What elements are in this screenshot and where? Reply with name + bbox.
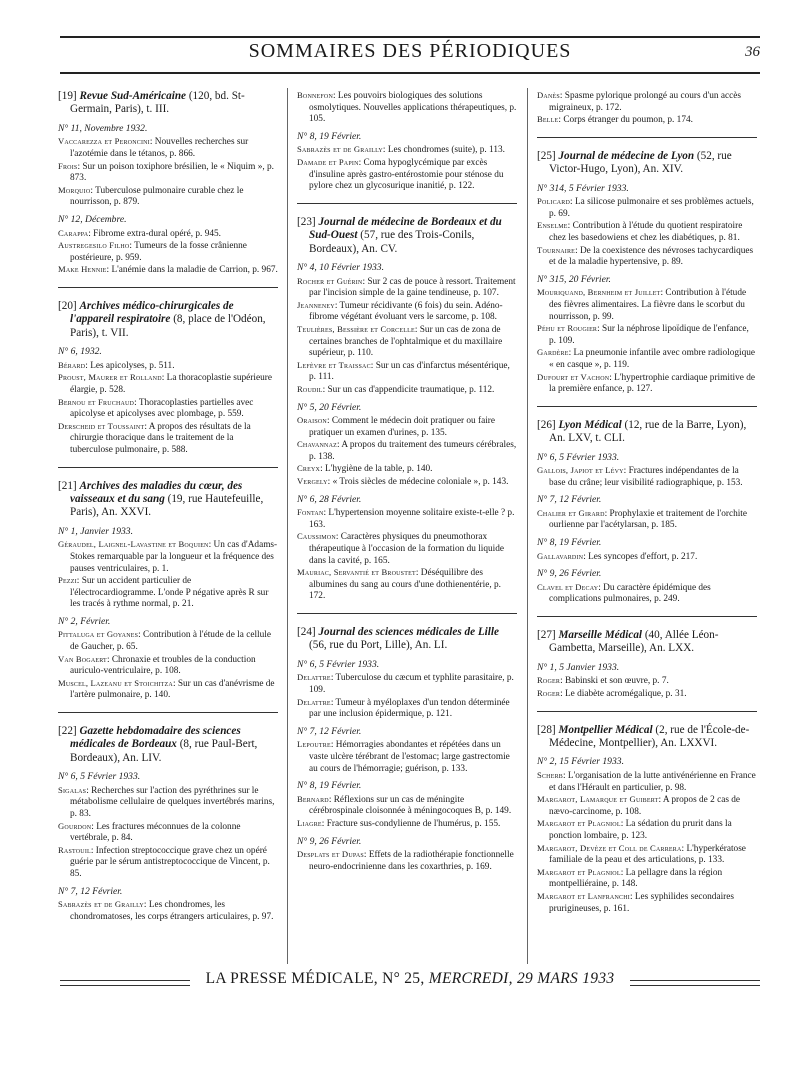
article-entry xyxy=(537,347,757,371)
article-entry xyxy=(537,245,757,269)
article-author: Danès xyxy=(537,90,560,100)
article-author: Frois xyxy=(58,160,78,171)
journal-section xyxy=(58,480,278,703)
article-title: : Sur un cas d'anévrisme de l'artère pulmonaire, p. 140. xyxy=(70,678,275,701)
journal-number: [27] xyxy=(537,629,556,642)
article-title: : Babinski et son œuvre, p. 7. xyxy=(560,676,669,687)
article-entry xyxy=(297,849,517,873)
issue-label: N° 7, 12 Février. xyxy=(297,725,362,737)
article-title: : La silicose pulmonaire et ses problèmes actuels, p. 69. xyxy=(549,197,754,219)
issue-label: N° 8, 19 Février. xyxy=(297,780,362,792)
article-entry xyxy=(58,421,278,457)
article-entry xyxy=(537,867,757,891)
footer-rule xyxy=(60,980,190,986)
article-author: Bérard xyxy=(58,359,86,370)
article-entry xyxy=(297,463,517,476)
article-author: Gallavardin xyxy=(537,550,584,561)
journal-publisher: (120, bd. St-Germain, Paris), t. III. xyxy=(70,90,245,116)
footer-weekday: MERCREDI, xyxy=(428,970,513,987)
journal-section xyxy=(58,300,278,457)
article-entry xyxy=(537,220,757,244)
article-title: : Sur la néphrose lipoïdique de l'enfance, p. 109. xyxy=(549,324,749,346)
issue-label: N° 6, 28 Février. xyxy=(297,493,362,505)
footer-text xyxy=(200,970,621,988)
article-author: Enselme xyxy=(537,220,568,231)
article-entry xyxy=(297,531,517,567)
article-entry xyxy=(537,794,757,818)
article-entry xyxy=(58,228,278,241)
issue-label: N° 7, 12 Février. xyxy=(537,494,602,506)
issue-label: N° 12, Décembre. xyxy=(58,213,127,225)
issue-label: N° 4, 10 Février 1933. xyxy=(297,261,384,273)
journal-number: [28] xyxy=(537,723,556,736)
article-author: Sabrazès et de Grailly xyxy=(297,144,383,155)
page-title: SOMMAIRES DES PÉRIODIQUES xyxy=(248,40,572,62)
journal-title: Revue Sud-Américaine xyxy=(79,90,187,102)
article-title: : Spasme pylorique prolongé au cours d'un accès migraineux, p. 172. xyxy=(549,91,741,113)
page-footer xyxy=(60,968,760,994)
article-author: Lefèvre et Traissac xyxy=(297,359,371,370)
journal-section xyxy=(537,419,757,606)
journal-number: [22] xyxy=(58,725,77,738)
article-title: : Tuberculose du cæcum et typhlite parasitaire, p. 109. xyxy=(309,673,514,695)
issue-label: N° 2, Février. xyxy=(58,615,111,627)
journal-heading xyxy=(58,725,278,765)
article-title: : Les fractures méconnues de la colonne vertébrale, p. 84. xyxy=(70,821,241,844)
article-author: Oraison xyxy=(297,415,327,426)
article-title: : Sur un poison toxiphore brésilien, le « Niquim », p. 873. xyxy=(70,161,274,184)
article-entry xyxy=(58,136,278,160)
article-entry xyxy=(297,360,517,384)
article-entry xyxy=(58,240,278,264)
section-divider xyxy=(537,711,757,712)
journal-publisher: (12, rue de la Barre, Lyon), An. LXV, t. CLI. xyxy=(549,418,747,445)
article-entry xyxy=(58,397,278,421)
article-entry xyxy=(58,678,278,702)
section-divider xyxy=(58,712,278,713)
article-author: Austregesilo Filho xyxy=(58,240,130,251)
article-author: Margarot, Devèze et Coll de Carrera xyxy=(537,842,682,853)
article-author: Morquio xyxy=(58,184,91,195)
article-title: : Sur un cas d'appendicite traumatique, p. 112. xyxy=(322,384,495,395)
issue-label: N° 8, 19 Février. xyxy=(537,537,602,549)
article-title: : Chronaxie et troubles de la conduction auriculo-ventriculaire, p. 108. xyxy=(70,654,256,677)
article-author: Bernard xyxy=(297,793,329,804)
journal-publisher: (40, Allée Léon-Gambetta, Marseille), An. LXX. xyxy=(549,629,719,655)
journal-title: Archives médico-chirurgicales de l'appareil respiratoire xyxy=(70,299,234,326)
article-author: Gardère xyxy=(537,347,569,358)
article-title: : Un cas d'Adams-Stokes remarquable par la longueur et la fréquence des pauses ventriculaires, p. 1. xyxy=(70,540,278,574)
article-title: : Caractères physiques du pneumothorax thérapeutique à l'occasion de la formation du liquide dans la cavité, p. 165. xyxy=(309,532,505,566)
article-author: Policard xyxy=(537,196,571,207)
article-entry xyxy=(537,818,757,842)
issue-label: N° 6, 5 Février 1933. xyxy=(58,771,141,783)
article-title: : La thoracoplastie supérieure élargie, p. 528. xyxy=(70,373,272,395)
article-title: : Fracture sus-condylienne de l'humérus, p. 155. xyxy=(321,818,501,829)
article-entry xyxy=(537,114,757,127)
article-author: Creyx xyxy=(297,463,321,474)
article-title: : Sur un cas de zona de certaines branches de l'ophtalmique et du maxillaire supérieur, p. 110. xyxy=(309,324,503,359)
journal-heading xyxy=(58,300,278,340)
article-entry xyxy=(537,688,757,701)
article-title: : Déséquilibre des albumines du sang au cours d'une dothienentérie, p. 172. xyxy=(309,568,501,602)
journal-title: Lyon Médical xyxy=(558,418,622,431)
journal-title: Montpellier Médical xyxy=(558,723,653,736)
article-title: : A propos du traitement des tumeurs cérébrales, p. 138. xyxy=(309,440,517,462)
journal-section xyxy=(537,724,757,916)
article-entry xyxy=(58,654,278,678)
article-title: : Les chondromes, les chondromatoses, les corps étrangers articulaires, p. 97. xyxy=(70,900,274,922)
article-entry xyxy=(297,90,517,126)
journal-publisher: (56, rue du Port, Lille), An. LI. xyxy=(309,639,448,652)
journal-title: Archives des maladies du cœur, des vaisseaux et du sang xyxy=(70,479,243,505)
article-author: Belle xyxy=(537,114,559,125)
article-title: : Contribution à l'étude des fièvres alimentaires. La fièvre dans le scorbut du nourrisson, p. 99. xyxy=(549,288,747,322)
article-entry xyxy=(537,551,757,564)
journal-number: [23] xyxy=(297,215,316,228)
article-title: : Comment le médecin doit pratiquer ou faire pratiquer un examen d'urines, p. 135. xyxy=(309,416,496,438)
article-entry xyxy=(537,323,757,347)
article-author: Gourdon xyxy=(58,820,92,831)
article-entry xyxy=(297,567,517,603)
article-author: Roger xyxy=(537,688,561,699)
article-entry xyxy=(58,185,278,209)
column-1 xyxy=(58,90,278,923)
article-title: : Corps étranger du poumon, p. 174. xyxy=(558,115,693,126)
journal-heading xyxy=(58,480,278,520)
article-entry xyxy=(58,785,278,821)
section-divider xyxy=(297,203,517,204)
journal-heading xyxy=(537,724,757,751)
article-author: Chalier et Girard xyxy=(537,507,605,518)
article-entry xyxy=(537,508,757,532)
article-author: Gallois, Japiot et Lévy xyxy=(537,465,624,476)
article-title: : Tuberculose pulmonaire curable chez le nourrisson, p. 879. xyxy=(70,185,244,208)
issue-label: N° 1, 5 Janvier 1933. xyxy=(537,661,620,673)
issue-label: N° 6, 1932. xyxy=(58,346,102,358)
journal-section xyxy=(297,90,517,193)
article-title: : Les syncopes d'effort, p. 217. xyxy=(583,551,698,562)
column-3 xyxy=(537,90,757,915)
article-entry xyxy=(537,675,757,688)
article-title: : Hémorragies abondantes et répétées dans un vaste ulcère térébrant de l'estomac; large gastrectomie au cours de l'hémorragie; guérison, p. 133. xyxy=(309,740,510,774)
section-divider xyxy=(58,467,278,468)
article-author: Tournaire xyxy=(537,244,576,255)
article-entry xyxy=(297,794,517,818)
journal-heading xyxy=(537,419,757,446)
article-title: : La pneumonie infantile avec ombre radiologique « en casque », p. 119. xyxy=(549,348,755,370)
article-title: : Réflexions sur un cas de méningite cérébrospinale cloisonnée à méningocoques B, p. 149. xyxy=(309,794,512,817)
journal-heading xyxy=(537,150,757,177)
issue-label: N° 315, 20 Février. xyxy=(537,273,611,285)
article-author: Margarot et Plagniol xyxy=(537,818,621,829)
article-title: : Sur un cas d'infarctus mésentérique, p. 111. xyxy=(309,360,510,383)
section-divider xyxy=(537,137,757,138)
article-title: : L'organisation de la lutte antivénérienne en France et dans l'Hérault en particulier, p. 98. xyxy=(549,771,756,793)
journal-publisher: (8, place de l'Odéon, Paris), t. VII. xyxy=(70,313,266,339)
journal-section xyxy=(58,725,278,923)
article-entry xyxy=(537,372,757,396)
article-title: : L'anémie dans la maladie de Carrion, p. 967. xyxy=(106,265,278,276)
article-author: Mauriac, Servantié et Broustet xyxy=(297,567,416,578)
article-entry xyxy=(537,196,757,220)
article-author: Derscheid et Toussaint xyxy=(58,420,145,431)
article-title: : Les chondromes (suite), p. 113. xyxy=(382,145,505,156)
article-author: Clavel et Decay xyxy=(537,581,599,592)
article-entry xyxy=(58,360,278,373)
article-author: Rastouil xyxy=(58,844,91,855)
journal-section xyxy=(537,629,757,701)
issue-label: N° 5, 20 Février. xyxy=(297,401,362,413)
article-author: Vaccarezza et Peroncini xyxy=(58,136,150,147)
journal-publisher: (2, rue de l'École-de-Médecine, Montpellier), An. LXXVI. xyxy=(549,723,750,750)
article-title: : A propos des résultats de la chirurgie thoracique dans le traitement de la tuberculose pulmonaire, p. 588. xyxy=(70,421,251,455)
journal-section xyxy=(58,90,278,277)
journal-section xyxy=(537,90,757,127)
article-title: : « Trois siècles de médecine coloniale », p. 143. xyxy=(327,477,509,488)
article-title: : Contribution à l'étude de la cellule de Gaucher, p. 65. xyxy=(70,630,271,653)
journal-number: [24] xyxy=(297,626,316,638)
journal-section xyxy=(537,150,757,396)
article-author: Margarot, Lamarque et Guibert xyxy=(537,794,659,805)
journal-heading xyxy=(58,90,278,117)
journal-section xyxy=(297,216,517,603)
article-entry xyxy=(58,845,278,881)
journal-number: [26] xyxy=(537,418,556,431)
article-author: Roudil xyxy=(297,383,323,394)
article-title: : Nouvelles recherches sur l'azotémie dans le tétanos, p. 866. xyxy=(70,137,249,159)
footer-date: 29 MARS 1933 xyxy=(516,970,615,987)
journal-heading xyxy=(297,626,517,653)
article-title: : Les apicolyses, p. 511. xyxy=(85,360,175,371)
article-author: Mouriquand, Bernheim et Juillet xyxy=(537,287,661,298)
article-entry xyxy=(537,90,757,114)
article-entry xyxy=(297,739,517,775)
article-author: Carappa xyxy=(58,227,89,238)
article-entry xyxy=(297,439,517,463)
journal-number: [21] xyxy=(58,479,77,492)
issue-label: N° 9, 26 Février. xyxy=(297,835,362,847)
page-header xyxy=(60,36,760,74)
article-entry xyxy=(58,821,278,845)
article-author: Teulières, Bessière et Corcelle xyxy=(297,323,415,334)
article-title: : Le diabète acromégalique, p. 31. xyxy=(560,689,687,700)
issue-label: N° 11, Novembre 1932. xyxy=(58,122,148,134)
article-title: : Fibrome extra-dural opéré, p. 945. xyxy=(88,228,221,239)
issue-label: N° 8, 19 Février. xyxy=(297,130,362,142)
article-title: : De la coexistence des névroses tachycardiques et de la maladie hypertensive, p. 89. xyxy=(549,245,754,268)
article-entry xyxy=(297,476,517,489)
journal-heading xyxy=(297,216,517,256)
article-entry xyxy=(58,575,278,611)
article-author: Margarot et Plagniol xyxy=(537,866,621,877)
article-entry xyxy=(58,372,278,396)
journal-section xyxy=(297,626,517,873)
article-title: : Thoracoplasties partielles avec apicolyse et apicolyses avec plombage, p. 559. xyxy=(70,397,254,420)
article-author: Caussimon xyxy=(297,531,336,542)
article-title: : Sur 2 cas de pouce à ressort. Traitement par l'incision simple de la gaine tendineuse, p. 107. xyxy=(309,276,516,299)
issue-label: N° 314, 5 Février 1933. xyxy=(537,182,629,194)
article-entry xyxy=(537,582,757,606)
article-title: : La pellagre dans la région montpelliéraine, p. 148. xyxy=(549,867,723,890)
article-author: Bernou et Fruchaud xyxy=(58,396,135,407)
article-author: Lepoutre xyxy=(297,739,331,750)
article-author: Géraudel, Laignel-Lavastine et Boquien xyxy=(58,539,209,550)
journal-number: [20] xyxy=(58,299,77,312)
page-number: 36 xyxy=(745,44,760,60)
section-divider xyxy=(297,613,517,614)
journal-number: [19] xyxy=(58,90,77,102)
section-divider xyxy=(537,406,757,407)
article-author: Dufourt et Vachon xyxy=(537,371,610,382)
journal-heading xyxy=(537,629,757,656)
article-entry xyxy=(537,843,757,867)
article-title: : Prophylaxie et traitement de l'orchite ourlienne par l'acétylarsan, p. 185. xyxy=(549,508,748,531)
journal-title: Marseille Médical xyxy=(558,629,643,642)
article-author: Pezzi xyxy=(58,575,77,586)
footer-number: N° 25, xyxy=(382,970,425,987)
issue-label: N° 2, 15 Février 1933. xyxy=(537,756,624,768)
article-title: : L'hygiène de la table, p. 140. xyxy=(320,464,433,475)
article-title: : Recherches sur l'action des pyréthrines sur le métabolisme cellulaire de quelques invertébrés marins, p. 83. xyxy=(70,785,275,820)
article-author: Van Bogaert xyxy=(58,653,107,664)
article-entry xyxy=(58,264,278,277)
article-title: : L'hyperkératose familiale de la peau et des articulations, p. 133. xyxy=(549,843,746,866)
article-entry xyxy=(297,144,517,157)
journal-title: Journal des sciences médicales de Lille xyxy=(318,626,499,638)
article-author: Sabrazès et de Grailly xyxy=(58,899,144,910)
article-entry xyxy=(537,770,757,794)
journal-title: Gazette hebdomadaire des sciences médicales de Bordeaux xyxy=(70,725,241,751)
article-entry xyxy=(58,899,278,923)
article-author: Damade et Papin xyxy=(297,156,359,167)
article-entry xyxy=(297,300,517,324)
article-title: : Infection streptococcique grave chez un opéré guérie par le sérum antistreptococcique de Vincent, p. 85. xyxy=(70,845,270,879)
article-author: Delattre xyxy=(297,672,331,683)
article-title: : Tumeur à myéloplaxes d'un tendon déterminée par une inclusion épidermique, p. 121. xyxy=(309,697,510,720)
article-author: Make Hennie xyxy=(58,264,107,275)
issue-label: N° 1, Janvier 1933. xyxy=(58,525,133,537)
article-author: Jeanneney xyxy=(297,299,335,310)
journal-title: Journal de médecine de Lyon xyxy=(558,149,695,162)
article-author: Bonnefon xyxy=(297,90,333,100)
article-title: : La sédation du prurit dans la ponction lombaire, p. 123. xyxy=(549,819,732,841)
article-entry xyxy=(58,629,278,653)
section-divider xyxy=(58,287,278,288)
article-title: : Du caractère épidémique des complications pulmonaires, p. 249. xyxy=(549,582,711,605)
issue-label: N° 9, 26 Février. xyxy=(537,568,602,580)
article-author: Vergely xyxy=(297,476,328,487)
article-title: : Sur un accident particulier de l'électrocardiogramme. L'onde P négative après R sur les tracés à rythme normal, p. 21. xyxy=(70,576,269,610)
article-title: : L'hypertension moyenne solitaire existe-t-elle ? p. 163. xyxy=(309,508,515,530)
article-author: Liagre xyxy=(297,817,322,828)
article-entry xyxy=(297,384,517,397)
article-author: Sigalas xyxy=(58,784,87,795)
article-author: Roger xyxy=(537,675,561,686)
article-title: : Fractures indépendantes de la base du crâne; leur visibilité radiographique, p. 153. xyxy=(549,466,743,488)
article-entry xyxy=(297,818,517,831)
article-title: : Contribution à l'étude du quotient respiratoire chez les basedowiens et chez les diabétiques, p. 81. xyxy=(549,221,743,243)
article-author: Delattre xyxy=(297,696,331,707)
footer-journal: LA PRESSE MÉDICALE, xyxy=(205,970,378,987)
article-author: Proust, Maurer et Rolland xyxy=(58,372,162,383)
article-author: Muscel, Lazeanu et Stoichitza xyxy=(58,677,173,688)
article-entry xyxy=(297,415,517,439)
article-title: : L'hypertrophie cardiaque primitive de la première enfance, p. 127. xyxy=(549,372,755,395)
article-entry xyxy=(58,539,278,575)
article-title: : A propos de 2 cas de nævo-carcinome, p. 108. xyxy=(549,795,741,817)
article-title: : Les syphilides secondaires prurigineuses, p. 161. xyxy=(549,891,734,914)
issue-label: N° 6, 5 Février 1933. xyxy=(297,658,380,670)
article-title: : Tumeur récidivante (6 fois) du sein. Adéno-fibrome végétant évoluant vers le sarcome, p. 108. xyxy=(309,300,503,323)
article-entry xyxy=(58,161,278,185)
article-author: Chavannaz xyxy=(297,439,337,450)
journal-publisher: (19, rue Hautefeuille, Paris), An. XXVI. xyxy=(70,492,264,519)
issue-label: N° 6, 5 Février 1933. xyxy=(537,451,620,463)
footer-rule xyxy=(630,980,760,986)
column-rule xyxy=(527,88,528,964)
article-author: Margarot et Lanfranchi xyxy=(537,890,630,901)
article-title: : Les pouvoirs biologiques des solutions osmolytiques. Nouvelles applications thérapeutiques, p. 105. xyxy=(309,91,517,125)
section-divider xyxy=(537,616,757,617)
journal-title: Journal de médecine de Bordeaux et du Sud-Ouest xyxy=(309,215,502,242)
article-entry xyxy=(537,891,757,915)
journal-number: [25] xyxy=(537,149,556,162)
article-author: Scherb xyxy=(537,770,563,781)
article-author: Rocher et Guérin xyxy=(297,275,363,286)
article-entry xyxy=(297,507,517,531)
article-entry xyxy=(537,465,757,489)
article-entry xyxy=(537,287,757,323)
article-entry xyxy=(297,157,517,193)
article-title: : Effets de la radiothérapie fonctionnelle neuro-endocrinienne dans les coxarthries, p. 169. xyxy=(309,850,514,872)
column-rule xyxy=(287,88,288,964)
article-entry xyxy=(297,324,517,360)
journal-publisher: (57, rue des Trois-Conils, Bordeaux), An. CV. xyxy=(309,229,475,255)
journal-publisher: (8, rue Paul-Bert, Bordeaux), An. LIV. xyxy=(70,738,258,764)
article-title: : Tumeurs de la fosse crânienne postérieure, p. 959. xyxy=(70,241,247,263)
journal-publisher: (52, rue Victor-Hugo, Lyon), An. XIV. xyxy=(549,149,732,176)
issue-label: N° 7, 12 Février. xyxy=(58,885,123,897)
article-entry xyxy=(297,276,517,300)
article-author: Péhu et Rougier xyxy=(537,323,598,334)
article-entry xyxy=(297,697,517,721)
article-entry xyxy=(297,672,517,696)
article-author: Fontan xyxy=(297,507,324,518)
column-2 xyxy=(297,90,517,873)
article-author: Desplats et Dupas xyxy=(297,849,364,860)
article-author: Pittaluga et Goyanes xyxy=(58,629,139,640)
article-title: : Coma hypoglycémique par excès d'insuline après gastro-entérostomie pour sténose du pylore chez un glycosurique inanitié, p. 122. xyxy=(309,157,504,192)
